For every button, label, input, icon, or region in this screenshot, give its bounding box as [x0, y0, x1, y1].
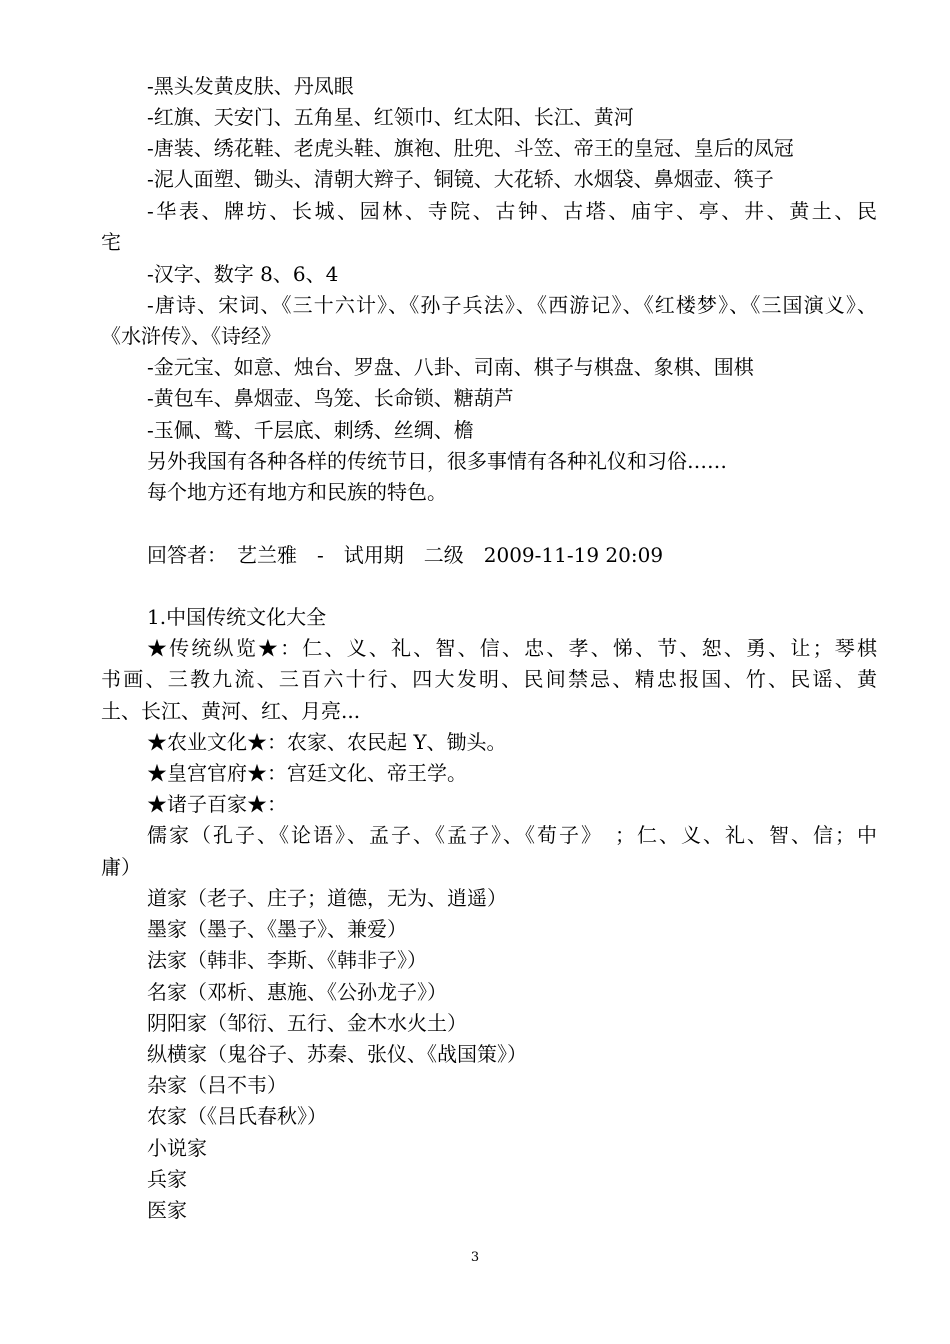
text-line: ★诸子百家★：	[147, 792, 287, 816]
text-line: 道家（老子、庄子；道德，无为、逍遥）	[147, 886, 507, 910]
text-line: 阴阳家（邹衍、五行、金木水火土）	[147, 1011, 467, 1035]
text-line: -汉字、数字 8、6、4	[147, 262, 339, 286]
text-line: 另外我国有各种各样的传统节日，很多事情有各种礼仪和习俗……	[147, 449, 727, 473]
text-line: 法家（韩非、李斯、《韩非子》）	[147, 948, 427, 972]
text-line: ★皇宫官府★：宫廷文化、帝王学。	[147, 761, 467, 785]
text-line: -玉佩、鹫、千层底、刺绣、丝绸、檐	[147, 418, 474, 442]
text-line: 儒家（孔子、《论语》、孟子、《孟子》、《荀子》 ；仁、义、礼、智、信；中	[147, 823, 877, 847]
text-line: 每个地方还有地方和民族的特色。	[147, 480, 447, 504]
text-line: -泥人面塑、锄头、清朝大辫子、铜镜、大花轿、水烟袋、鼻烟壶、筷子	[147, 167, 774, 191]
text-line: -黑头发黄皮肤、丹凤眼	[147, 74, 354, 98]
text-line: -黄包车、鼻烟壶、鸟笼、长命锁、糖葫芦	[147, 386, 514, 410]
text-line: -唐装、绣花鞋、老虎头鞋、旗袍、肚兜、斗笠、帝王的皇冠、皇后的凤冠	[147, 136, 794, 160]
text-line: 杂家（吕不韦）	[147, 1073, 287, 1097]
text-line: ★农业文化★：农家、农民起 Y、锄头。	[147, 730, 507, 754]
text-line: -华表、牌坊、长城、园林、寺院、古钟、古塔、庙宇、亭、井、黄土、民	[147, 199, 877, 223]
text-line: -唐诗、宋词、《三十六计》、《孙子兵法》、《西游记》、《红楼梦》、《三国演义》、	[147, 293, 877, 317]
text-line: 庸）	[101, 855, 141, 879]
text-line: 《水浒传》、《诗经》	[101, 324, 281, 348]
text-line: 小说家	[147, 1136, 207, 1160]
text-line: 墨家（墨子、《墨子》、兼爱）	[147, 917, 407, 941]
text-line: -金元宝、如意、烛台、罗盘、八卦、司南、棋子与棋盘、象棋、围棋	[147, 355, 754, 379]
text-line: 名家（邓析、惠施、《公孙龙子》）	[147, 980, 447, 1004]
text-line: 医家	[147, 1198, 187, 1222]
answerer-line: 回答者： 艺兰雅 - 试用期 二级 2009-11-19 20:09	[147, 543, 664, 567]
text-line: 土、长江、黄河、红、月亮...	[101, 699, 361, 723]
text-line: ★传统纵览★：仁、义、礼、智、信、忠、孝、悌、节、恕、勇、让；琴棋	[147, 636, 877, 660]
section-heading: 1.中国传统文化大全	[147, 605, 327, 629]
page-number: 3	[470, 1250, 480, 1265]
text-line: 兵家	[147, 1167, 187, 1191]
text-line: 纵横家（鬼谷子、苏秦、张仪、《战国策》）	[147, 1042, 527, 1066]
text-line: 农家（《吕氏春秋》）	[147, 1104, 327, 1128]
text-line: 书画、三教九流、三百六十行、四大发明、民间禁忌、精忠报国、竹、民谣、黄	[101, 667, 877, 691]
text-line: 宅	[101, 230, 121, 254]
text-line: -红旗、天安门、五角星、红领巾、红太阳、长江、黄河	[147, 105, 634, 129]
